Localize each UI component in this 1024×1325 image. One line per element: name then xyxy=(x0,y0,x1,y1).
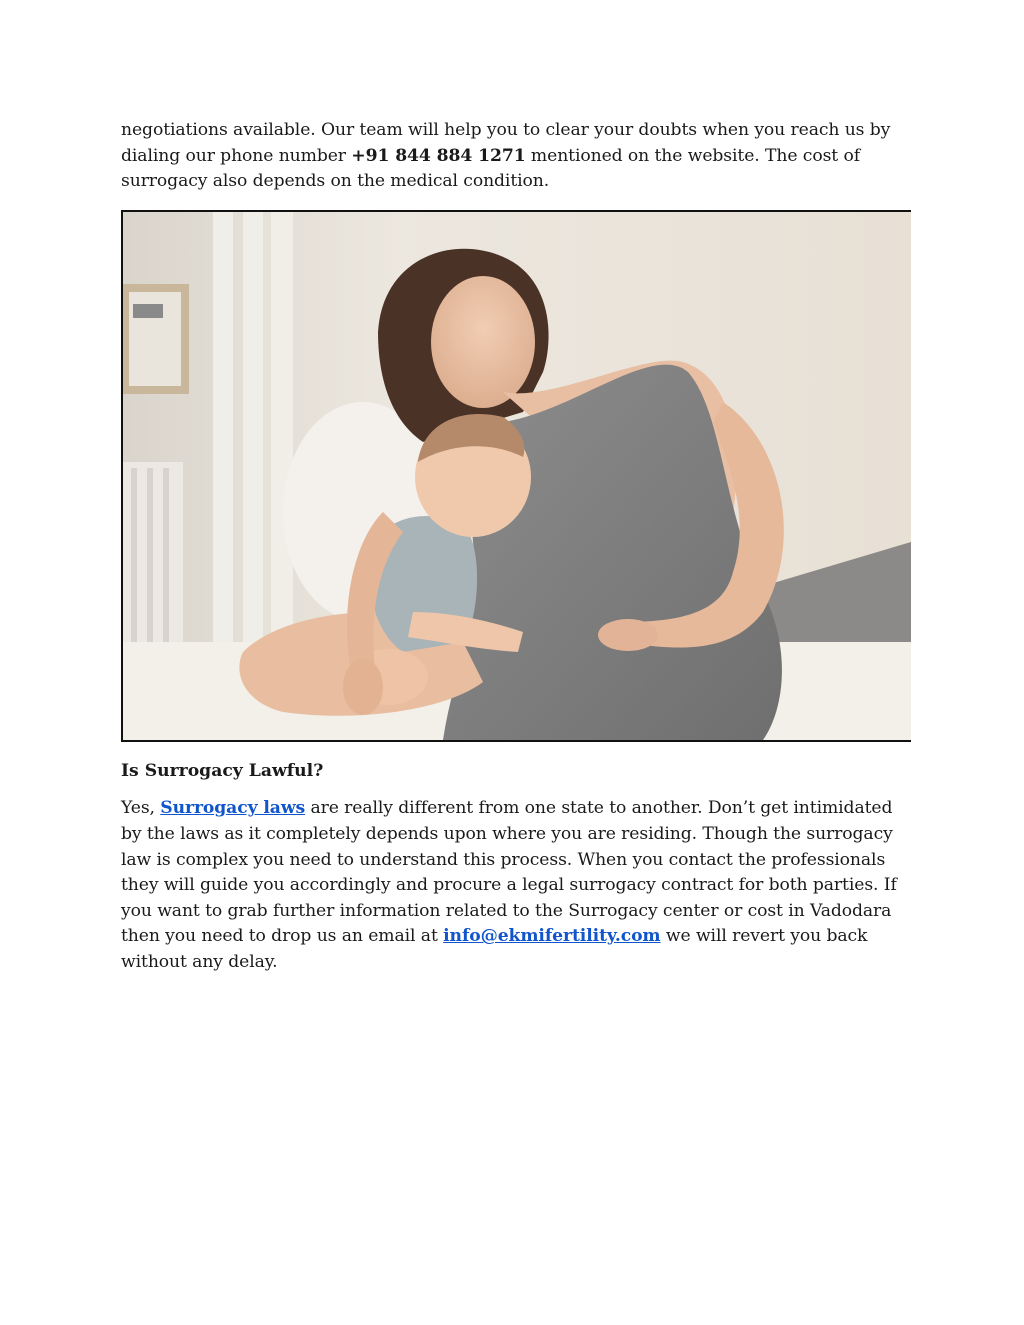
section-text-start: Yes, xyxy=(121,798,161,819)
intro-text-before: negotiations available. Our team will help you to clear your doubts when you reach us by dialing our phone number xyxy=(121,120,891,166)
email-link[interactable]: info@ekmifertility.com xyxy=(443,926,661,947)
section-heading: Is Surrogacy Lawful? xyxy=(121,760,324,781)
document-page xyxy=(121,118,911,976)
surrogacy-laws-link[interactable]: Surrogacy laws xyxy=(160,798,306,819)
intro-paragraph xyxy=(121,118,911,195)
section-paragraph xyxy=(121,796,911,975)
phone-number: +91 844 884 1271 xyxy=(351,145,526,166)
mother-and-baby-photo xyxy=(121,210,911,742)
intro-text-after: mentioned on the website. The cost of surrogacy also depends on the medical condition. xyxy=(121,145,860,192)
section-text-middle: are really different from one state to another. Don’t get intimidated by the laws as it completely depends upon where you are residing. Though the surrogacy law is complex you need to understand this process. When you contact the professionals they will guide you accordingly and procure a legal surrogacy contract for both parties. If you want to grab further information related to the Surrogacy center or cost in Vadodara then you need to drop us an email at xyxy=(121,798,897,947)
section-text-end: we will revert you back without any delay. xyxy=(121,926,868,972)
